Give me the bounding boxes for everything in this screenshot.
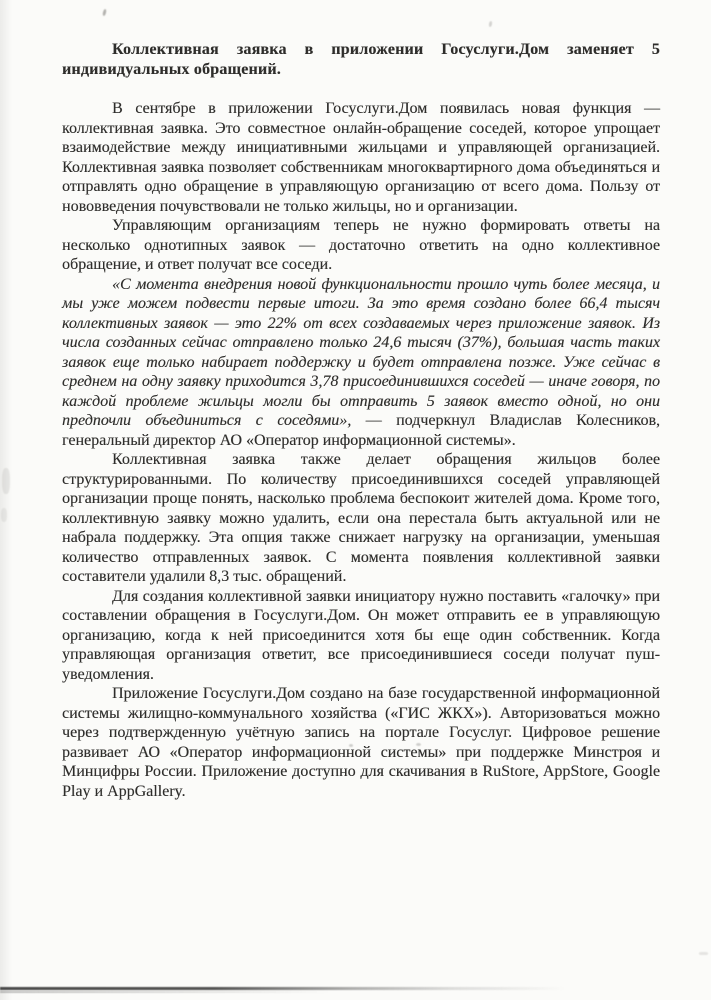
quote-text: «С момента внедрения новой функциональности прошло чуть более месяца, и мы уже можем подвести первые итоги. За это время создано более 66,4 тысяч коллективных заявок — это 22% от всех создаваемых через приложение заявок. Из числа созданных сейчас отправлено только 24,6 тысяч (37%), большая часть таких заявок еще только набирает поддержку и будет отправлена позже. Уже сейчас в среднем на одну заявку приходится 3,78 присоединившихся соседей — иначе говоря, по каждой проблеме жильцы могли бы отправить 5 заявок вместо одной, но они предпочли объединиться с соседями», (62, 275, 660, 429)
paragraph-structured-requests: Коллективная заявка также делает обращения жильцов более структурированными. По количеству присоединившихся соседей управляющей организации проще понять, насколько проблема беспокоит жителей дома. Кроме того, коллективную заявку можно удалить, если она перестала быть актуальной или не набрала поддержку. Эта опция также снижает нагрузку на организации, уменьшая количество отправленных заявок. С момента появления коллективной заявки составители удалили 8,3 тыс. обращений. (62, 451, 660, 585)
scan-speck (1, 508, 7, 522)
paragraph-intro: В сентябре в приложении Госуслуги.Дом появилась новая функция — коллективная заявка. Это совместное онлайн-обращение соседей, которое упрощает взаимодействие между инициативными жильцами и управляющей организацией. Коллективная заявка позволяет собственникам многоквартирного дома объединяться и отправлять одно обращение в управляющую организацию от всего дома. Пользу от нововведения почувствовали не только жильцы, но и организации. (62, 100, 660, 215)
scan-line-artifact-echo (0, 991, 330, 993)
scan-line-artifact (0, 987, 565, 990)
paragraph-how-to-create: Для создания коллективной заявки инициатору нужно поставить «галочку» при составлении обращения в Госуслуги.Дом. Он может отправить ее в управляющую организацию, когда к ней присоединится хотя бы еще один собственник. Когда управляющая организация ответит, все присоединившиеся соседи получат пуш-уведомления. (62, 587, 660, 683)
scan-speck (699, 952, 708, 955)
quote-attribution: — подчеркнул Владислав Колесников, генеральный директор АО «Оператор информационной системы». (62, 412, 660, 449)
paragraph-about-app: Приложение Госуслуги.Дом создано на базе государственной информационной системы жилищно-коммунального хозяйства («ГИС ЖКХ»). Авторизоваться можно через подтвержденную учётную запись на портале Госуслуг. Цифровое решение развивает АО «Оператор информационной системы» при поддержке Минстроя и Минцифры России. Приложение доступно для скачивания в RuStore, AppStore, Google Play и AppGallery. (62, 685, 660, 800)
scan-speck (349, 744, 353, 747)
document-title: Коллективная заявка в приложении Госуслуги.Дом заменяет 5 индивидуальных обращений. (62, 41, 660, 78)
quote-paragraph (62, 275, 660, 451)
paragraph-managing-orgs: Управляющим организациям теперь не нужно формировать ответы на несколько однотипных заявок — достаточно ответить на одно коллективное обращение, и ответ получат все соседи. (62, 217, 660, 273)
scan-speck (2, 468, 10, 494)
scan-speck (416, 743, 421, 746)
